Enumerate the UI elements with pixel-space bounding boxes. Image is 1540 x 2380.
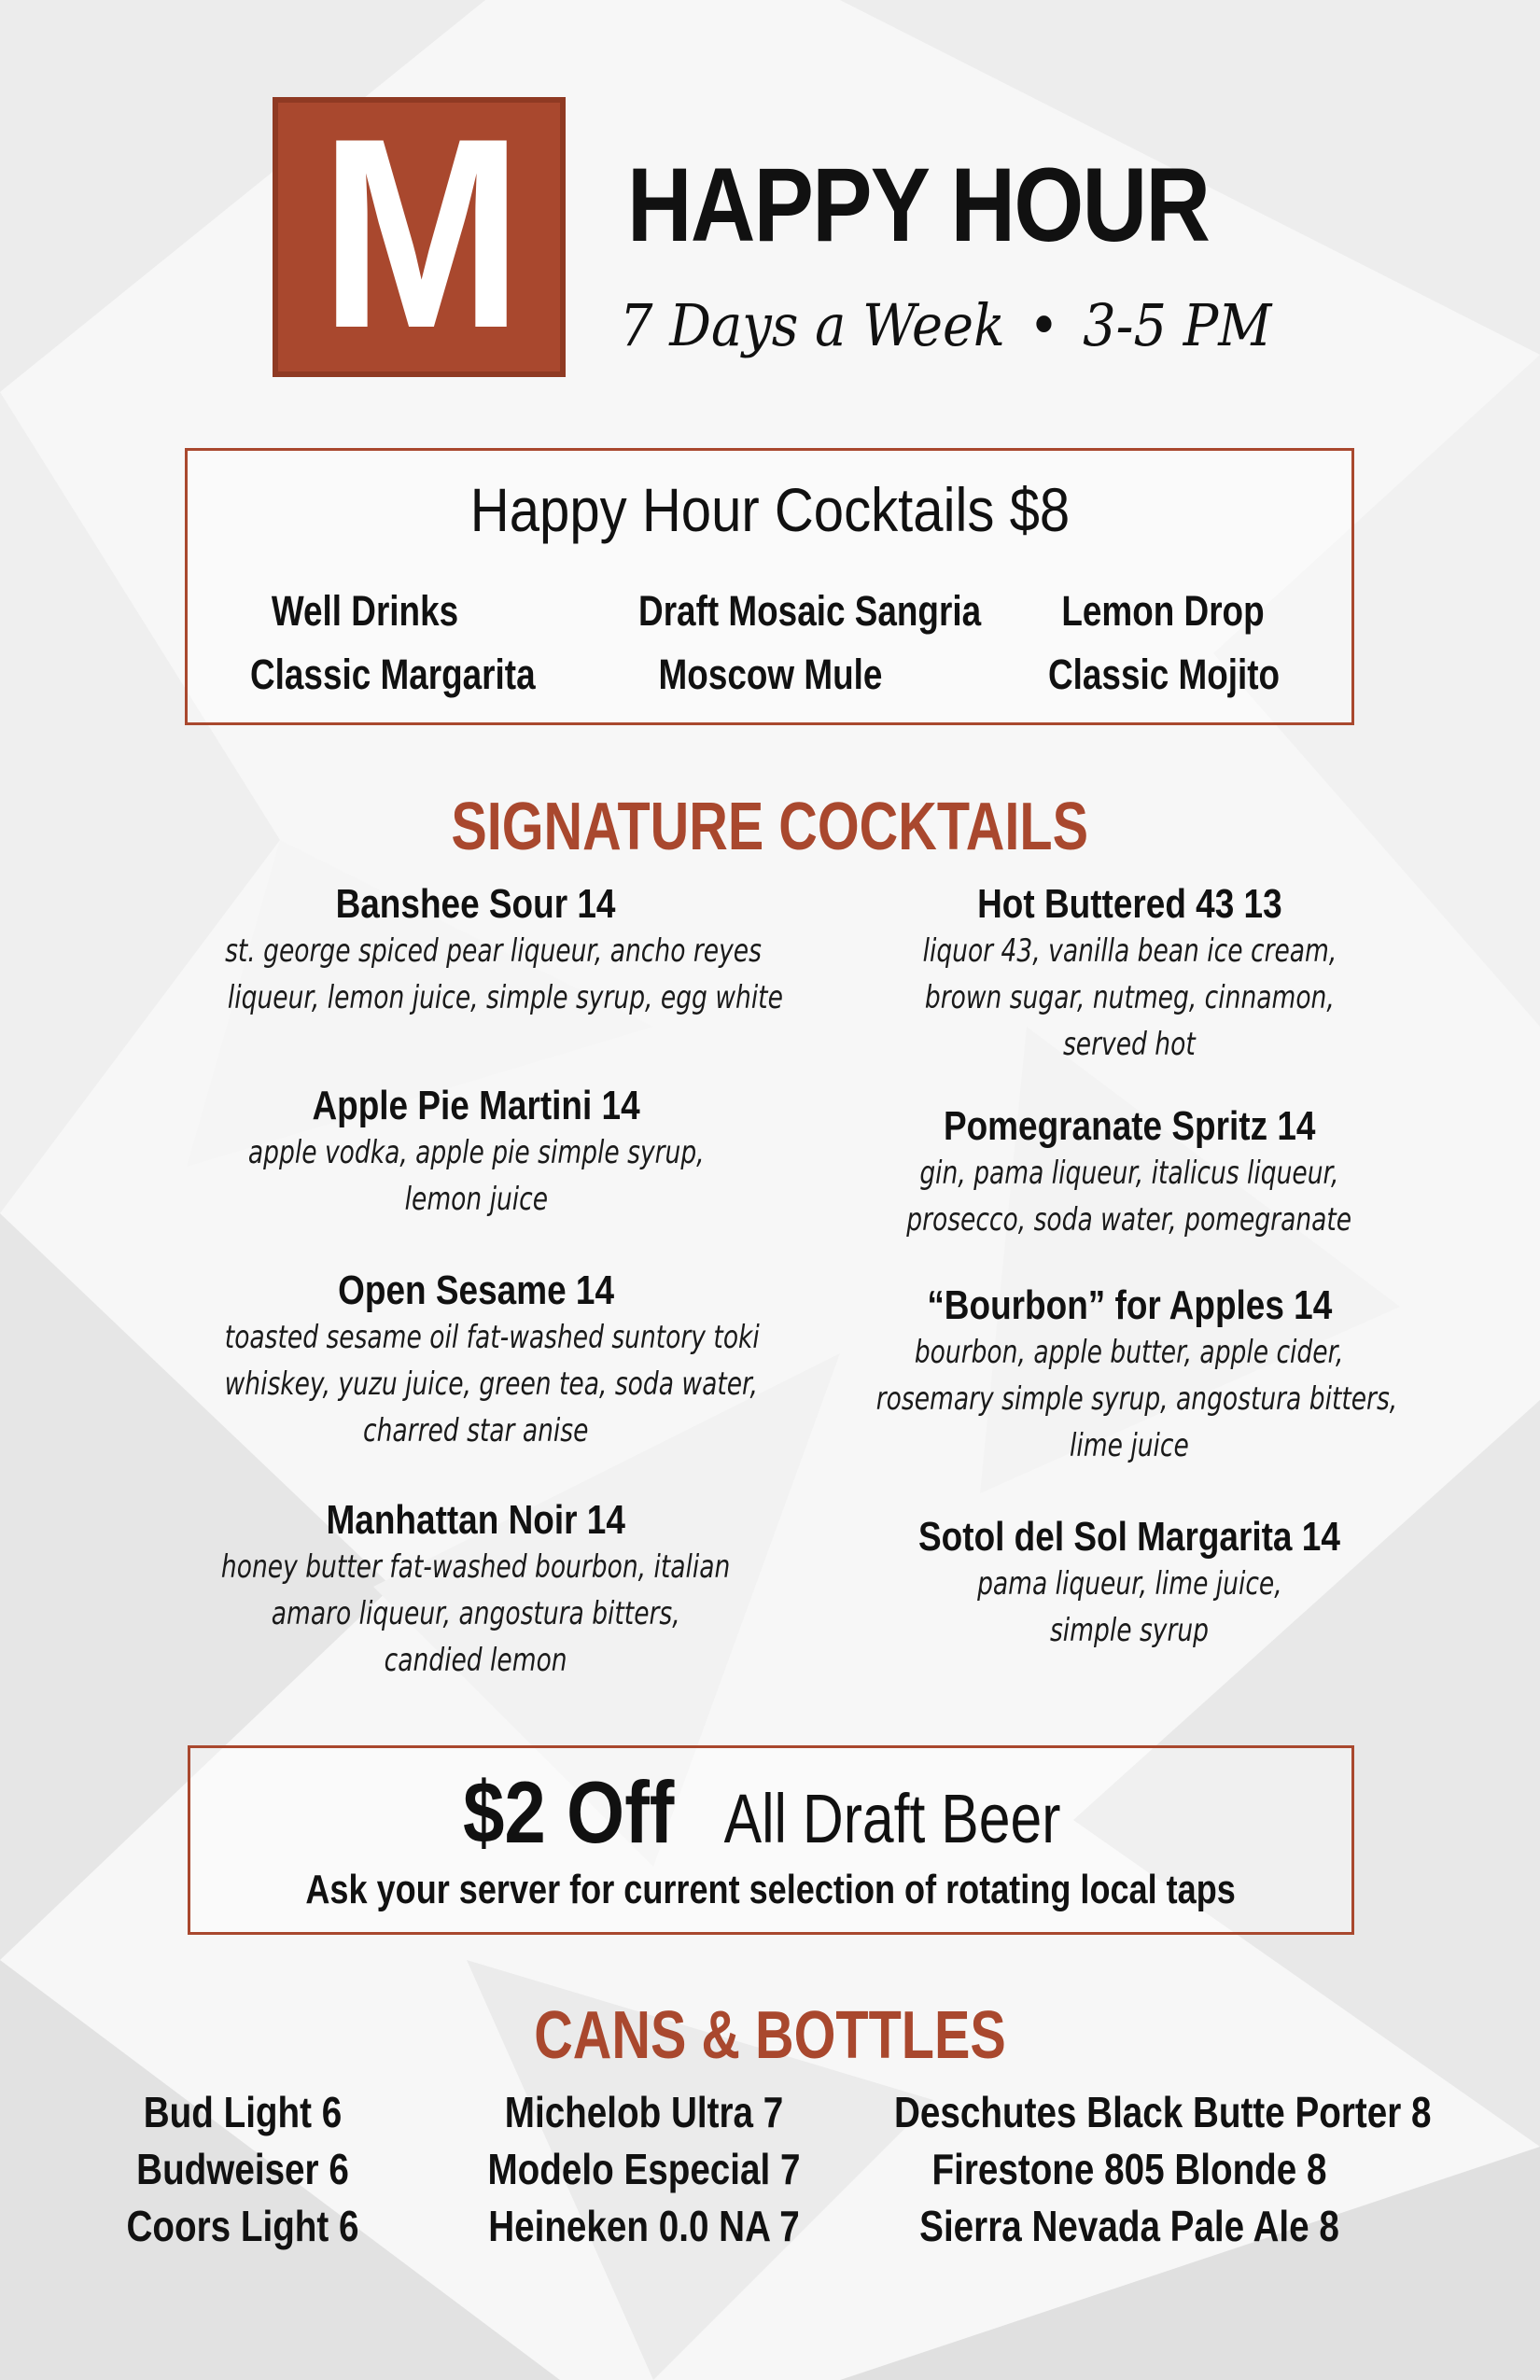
cocktail-description: rosemary simple syrup, angostura bitters,	[875, 1380, 1398, 1418]
cocktail-item: Moscow Mule	[658, 651, 883, 698]
cocktail-entry	[803, 881, 1456, 1068]
logo-letter: M	[319, 82, 519, 385]
cocktail-entry	[149, 1497, 803, 1684]
cocktail-description: simple syrup	[1049, 1612, 1210, 1649]
happy-hour-heading: Happy Hour Cocktails $8	[469, 475, 1070, 544]
cocktail-description: st. george spiced pear liqueur, ancho reyes	[225, 932, 762, 970]
schedule	[620, 291, 1272, 359]
cocktail-description: served hot	[1063, 1026, 1196, 1063]
cocktail-item: Classic Margarita	[250, 651, 536, 698]
cocktail-description: apple vodka, apple pie simple syrup,	[247, 1134, 705, 1171]
happy-hour-column	[225, 580, 536, 707]
signature-cocktails-title: SIGNATURE COCKTAILS	[451, 790, 1089, 864]
beer-item: Modelo Especial 7	[487, 2145, 801, 2193]
cocktail-entry	[803, 1514, 1456, 1654]
beer-item: Budweiser 6	[136, 2145, 349, 2193]
schedule-days: 7 Days a Week	[620, 291, 1005, 359]
cans-column	[457, 2084, 831, 2255]
cocktail-description: liqueur, lemon juice, simple syrup, egg white	[227, 979, 783, 1016]
beer-item: Bud Light 6	[143, 2088, 343, 2136]
cocktail-description: honey butter fat-washed bourbon, italian	[221, 1548, 731, 1586]
cocktail-name: Manhattan Noir 14	[326, 1497, 626, 1543]
cocktail-item: Lemon Drop	[1061, 587, 1265, 635]
schedule-separator: •	[1029, 291, 1059, 359]
cocktail-name: Banshee Sour 14	[336, 881, 616, 927]
draft-beer-discount: $2 Off	[462, 1763, 674, 1861]
cocktail-description: prosecco, soda water, pomegranate	[906, 1201, 1352, 1239]
cocktail-description: lime juice	[1070, 1427, 1189, 1464]
schedule-hours: 3-5 PM	[1083, 291, 1272, 359]
beer-item: Michelob Ultra 7	[504, 2088, 784, 2136]
beer-item: Sierra Nevada Pale Ale 8	[919, 2202, 1339, 2250]
cocktail-description: candied lemon	[385, 1642, 567, 1679]
cocktail-name: Sotol del Sol Margarita 14	[918, 1514, 1340, 1560]
happy-hour-column	[1023, 580, 1303, 707]
cocktail-entry	[803, 1103, 1456, 1243]
cocktail-name: Open Sesame 14	[338, 1267, 614, 1313]
cocktail-name: “Bourbon” for Apples 14	[927, 1282, 1332, 1328]
cocktail-description: toasted sesame oil fat-washed suntory toki	[224, 1319, 760, 1356]
cans-column	[849, 2084, 1432, 2255]
cans-bottles-title: CANS & BOTTLES	[534, 1998, 1006, 2073]
beer-item: Heineken 0.0 NA 7	[488, 2202, 800, 2250]
cocktail-item: Draft Mosaic Sangria	[638, 587, 982, 635]
cocktail-description: bourbon, apple butter, apple cider,	[915, 1334, 1344, 1371]
cocktail-description: amaro liqueur, angostura bitters,	[272, 1595, 680, 1632]
cocktail-description: whiskey, yuzu juice, green tea, soda water,	[224, 1365, 758, 1403]
cocktail-entry	[149, 881, 803, 1021]
cocktail-name: Hot Buttered 43 13	[976, 881, 1282, 927]
cocktail-name: Pomegranate Spritz 14	[943, 1103, 1316, 1149]
draft-beer-note: Ask your server for current selection of rotating local taps	[305, 1867, 1237, 1912]
cocktail-item: Well Drinks	[271, 587, 459, 635]
cocktail-description: charred star anise	[363, 1412, 589, 1449]
page-title: HAPPY HOUR	[627, 147, 1210, 263]
cocktail-description: pama liqueur, lime juice,	[976, 1565, 1282, 1603]
draft-beer-box	[188, 1745, 1354, 1935]
cocktail-entry	[149, 1083, 803, 1223]
cocktail-description: lemon juice	[404, 1181, 548, 1218]
cocktail-description: brown sugar, nutmeg, cinnamon,	[924, 979, 1335, 1016]
cocktail-item: Classic Mojito	[1048, 651, 1281, 698]
cocktail-name: Apple Pie Martini 14	[312, 1083, 640, 1128]
happy-hour-column	[609, 580, 982, 707]
cans-column	[103, 2084, 383, 2255]
logo	[273, 82, 566, 385]
cocktail-description: liquor 43, vanilla bean ice cream,	[922, 932, 1337, 970]
cocktail-description: gin, pama liqueur, italicus liqueur,	[919, 1155, 1339, 1192]
beer-item: Firestone 805 Blonde 8	[931, 2145, 1327, 2193]
cocktail-entry	[803, 1282, 1456, 1469]
cocktail-entry	[149, 1267, 803, 1454]
beer-item: Coors Light 6	[126, 2202, 359, 2250]
beer-item: Deschutes Black Butte Porter 8	[894, 2088, 1432, 2136]
draft-beer-label: All Draft Beer	[724, 1780, 1061, 1857]
draft-beer-offer	[190, 1763, 1351, 1861]
happy-hour-cocktails-box	[185, 448, 1354, 725]
